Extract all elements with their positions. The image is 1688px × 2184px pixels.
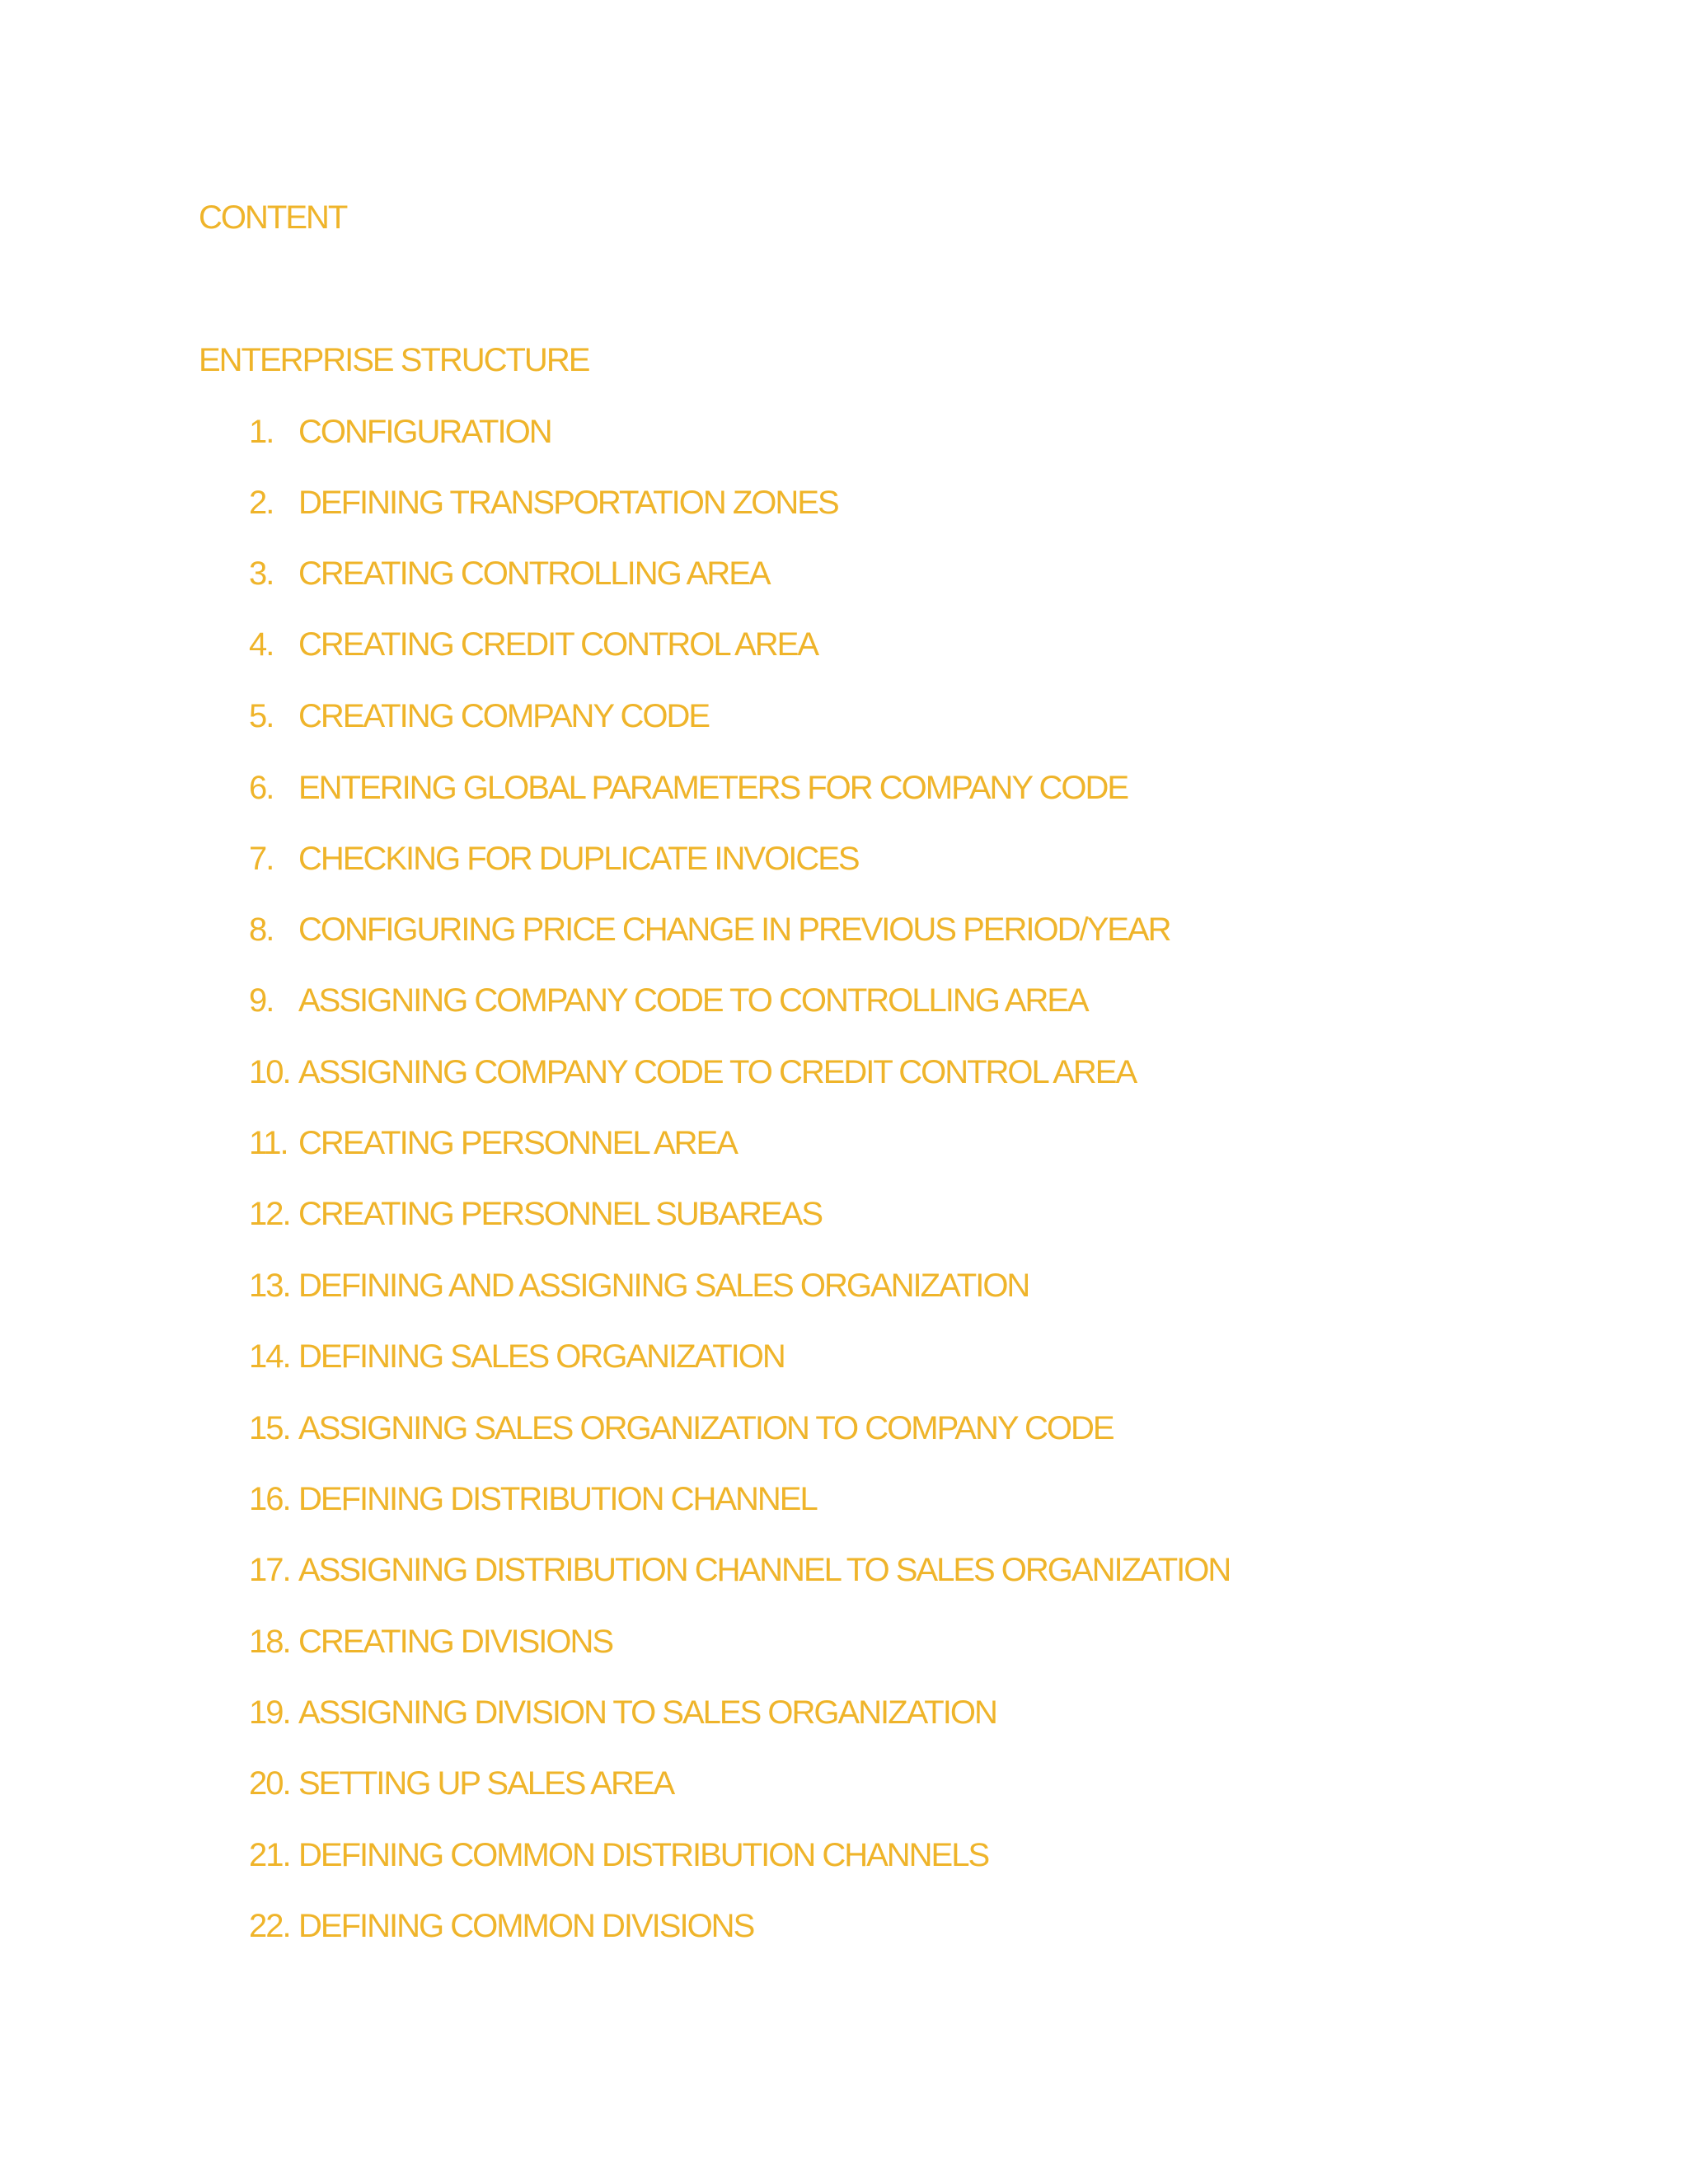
- toc-text: CREATING PERSONNEL AREA: [298, 1125, 737, 1161]
- toc-item-2[interactable]: [249, 483, 838, 523]
- toc-item-14[interactable]: [249, 1337, 785, 1376]
- toc-item-13[interactable]: [249, 1266, 1029, 1305]
- toc-number: 17.: [249, 1552, 290, 1588]
- toc-text: ASSIGNING COMPANY CODE TO CREDIT CONTROL AREA: [298, 1054, 1137, 1090]
- toc-text: CONFIGURING PRICE CHANGE IN PREVIOUS PERIOD/YEAR: [298, 912, 1170, 948]
- toc-text: CONFIGURATION: [298, 414, 551, 450]
- toc-number: 19.: [249, 1694, 290, 1731]
- toc-text: ASSIGNING DIVISION TO SALES ORGANIZATION: [298, 1694, 996, 1731]
- toc-text: DEFINING TRANSPORTATION ZONES: [298, 485, 838, 521]
- toc-item-16[interactable]: [249, 1479, 817, 1519]
- toc-number: 8.: [249, 912, 274, 948]
- toc-number: 3.: [249, 555, 274, 592]
- toc-item-11[interactable]: [249, 1123, 737, 1163]
- toc-number: 2.: [249, 485, 274, 521]
- toc-item-6[interactable]: [249, 768, 1128, 808]
- toc-number: 14.: [249, 1338, 290, 1375]
- toc-item-1[interactable]: [249, 412, 551, 452]
- toc-text: DEFINING AND ASSIGNING SALES ORGANIZATION: [298, 1268, 1029, 1304]
- toc-number: 20.: [249, 1765, 290, 1802]
- toc-text: ASSIGNING SALES ORGANIZATION TO COMPANY CODE: [298, 1410, 1114, 1446]
- toc-item-17[interactable]: [249, 1550, 1230, 1590]
- toc-number: 16.: [249, 1481, 290, 1517]
- toc-text: CREATING CONTROLLING AREA: [298, 555, 770, 592]
- toc-number: 1.: [249, 414, 274, 450]
- toc-number: 9.: [249, 982, 274, 1019]
- toc-item-19[interactable]: [249, 1693, 996, 1732]
- toc-text: DEFINING DISTRIBUTION CHANNEL: [298, 1481, 817, 1517]
- toc-item-15[interactable]: [249, 1408, 1114, 1448]
- toc-number: 13.: [249, 1268, 290, 1304]
- toc-text: CREATING COMPANY CODE: [298, 698, 710, 734]
- toc-text: CREATING PERSONNEL SUBAREAS: [298, 1196, 823, 1232]
- toc-text: ASSIGNING COMPANY CODE TO CONTROLLING AREA: [298, 982, 1088, 1019]
- toc-number: 5.: [249, 698, 274, 734]
- toc-number: 6.: [249, 770, 274, 806]
- toc-text: DEFINING COMMON DIVISIONS: [298, 1908, 754, 1944]
- toc-item-12[interactable]: [249, 1194, 822, 1234]
- toc-text: CREATING CREDIT CONTROL AREA: [298, 626, 818, 663]
- toc-item-4[interactable]: [249, 625, 818, 664]
- content-heading: CONTENT: [199, 199, 347, 236]
- toc-text: SETTING UP SALES AREA: [298, 1765, 674, 1802]
- toc-number: 22.: [249, 1908, 290, 1944]
- toc-item-9[interactable]: [249, 981, 1088, 1020]
- toc-item-5[interactable]: [249, 696, 709, 736]
- toc-number: 10.: [249, 1054, 290, 1090]
- toc-text: CREATING DIVISIONS: [298, 1624, 613, 1660]
- toc-text: ENTERING GLOBAL PARAMETERS FOR COMPANY CODE: [298, 770, 1128, 806]
- toc-text: DEFINING COMMON DISTRIBUTION CHANNELS: [298, 1837, 989, 1873]
- toc-item-8[interactable]: [249, 910, 1170, 949]
- toc-number: 7.: [249, 841, 274, 877]
- toc-item-7[interactable]: [249, 839, 859, 879]
- toc-number: 4.: [249, 626, 274, 663]
- toc-item-22[interactable]: [249, 1906, 753, 1946]
- toc-number: 21.: [249, 1837, 290, 1873]
- toc-text: ASSIGNING DISTRIBUTION CHANNEL TO SALES ORGANIZATION: [298, 1552, 1231, 1588]
- toc-number: 12.: [249, 1196, 290, 1232]
- toc-item-10[interactable]: [249, 1052, 1136, 1092]
- toc-number: 18.: [249, 1624, 290, 1660]
- toc-text: CHECKING FOR DUPLICATE INVOICES: [298, 841, 859, 877]
- toc-item-18[interactable]: [249, 1622, 612, 1661]
- toc-item-3[interactable]: [249, 554, 770, 593]
- toc-number: 11.: [249, 1125, 288, 1161]
- toc-item-20[interactable]: [249, 1764, 673, 1803]
- toc-text: DEFINING SALES ORGANIZATION: [298, 1338, 785, 1375]
- toc-number: 15.: [249, 1410, 290, 1446]
- section-heading: ENTERPRISE STRUCTURE: [199, 342, 589, 378]
- toc-item-21[interactable]: [249, 1835, 988, 1875]
